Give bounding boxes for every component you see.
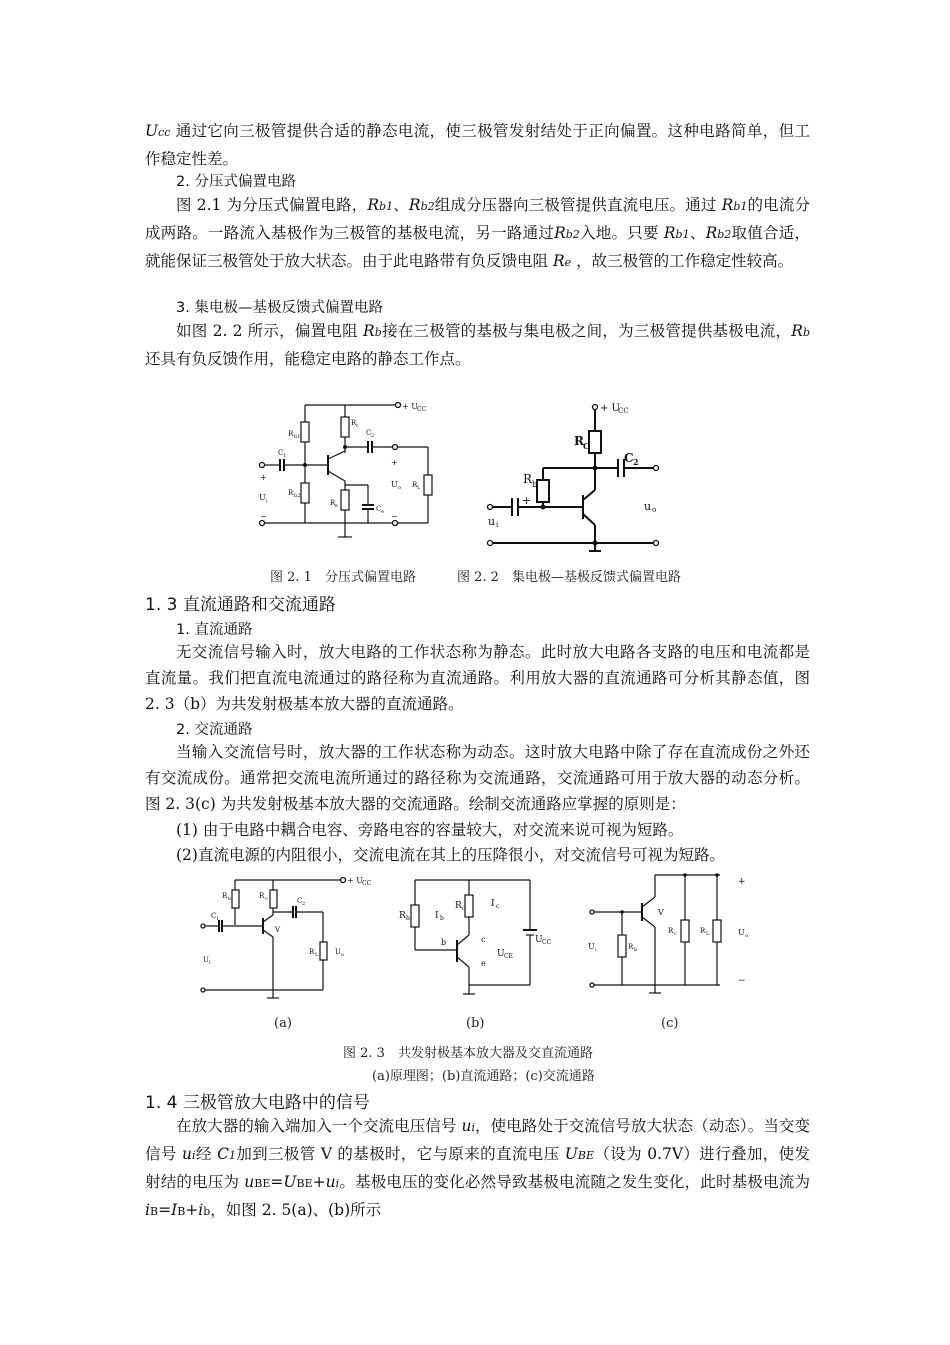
svg-text:c: c bbox=[356, 423, 359, 429]
svg-text:U: U bbox=[391, 480, 398, 489]
svg-text:CC: CC bbox=[618, 407, 629, 415]
svg-text:R: R bbox=[309, 948, 315, 956]
svg-text:o: o bbox=[341, 952, 345, 958]
figure-2-3b-label: (b) bbox=[466, 1016, 485, 1031]
svg-text:C: C bbox=[366, 429, 372, 437]
paragraph-dc-path: 无交流信号输入时，放大电路的工作状态称为静态。此时放大电路各支路的电压和电流都是直流量。我们把直流电流通过的路径称为直流通路。利用放大器的直流通路可分析其静态值，图 2. 3（b）为共发射极基本放大器的直流通路。 bbox=[145, 643, 810, 713]
section-1-3-title: 1. 3 直流通路和交流通路 bbox=[145, 595, 336, 615]
svg-text:i: i bbox=[496, 521, 499, 529]
svg-text:−: − bbox=[738, 976, 746, 986]
svg-text:I: I bbox=[491, 899, 495, 909]
svg-text:+: + bbox=[738, 877, 746, 887]
svg-text:C: C bbox=[278, 449, 284, 457]
ucc-symbol: U bbox=[145, 122, 159, 140]
svg-text:b: b bbox=[532, 480, 538, 489]
svg-text:R: R bbox=[399, 911, 406, 921]
svg-text:U: U bbox=[497, 949, 505, 959]
svg-text:+ U: + U bbox=[600, 403, 620, 414]
svg-text:e: e bbox=[381, 509, 384, 515]
svg-text:R: R bbox=[668, 927, 674, 935]
svg-text:2: 2 bbox=[302, 901, 306, 907]
figure-2-3c-ac-path bbox=[580, 865, 760, 1000]
svg-text:1: 1 bbox=[283, 453, 287, 459]
svg-text:u: u bbox=[644, 500, 652, 513]
svg-text:L: L bbox=[315, 952, 319, 958]
section-1-4-title: 1. 4 三极管放大电路中的信号 bbox=[145, 1093, 370, 1113]
svg-text:R: R bbox=[574, 434, 584, 448]
svg-text:V: V bbox=[275, 926, 281, 934]
svg-text:c: c bbox=[462, 905, 466, 912]
svg-text:1: 1 bbox=[216, 916, 220, 922]
heading-ac-path: 2. 交流通路 bbox=[176, 722, 253, 738]
svg-text:R: R bbox=[288, 430, 294, 438]
figure-2-3a-schematic bbox=[195, 870, 375, 1005]
svg-text:R: R bbox=[628, 943, 634, 951]
paragraph-feedback-bias: 如图 2. 2 所示，偏置电阻 Rb接在三极管的基极与集电极之间，为三极管提供基极电流，Rb还具有负反馈作用，能稳定电路的静态工作点。 bbox=[145, 322, 810, 368]
svg-text:CC: CC bbox=[417, 406, 427, 413]
svg-text:o: o bbox=[398, 485, 402, 491]
svg-text:+ U: + U bbox=[402, 402, 418, 411]
heading-voltage-divider-bias: 2. 分压式偏置电路 bbox=[176, 174, 296, 190]
svg-text:b: b bbox=[228, 896, 232, 902]
svg-text:R: R bbox=[259, 892, 265, 900]
svg-text:C: C bbox=[297, 897, 303, 905]
svg-text:+: + bbox=[522, 494, 532, 507]
figure-2-3b-dc-path bbox=[395, 870, 565, 1005]
svg-text:c: c bbox=[265, 896, 268, 902]
svg-text:−: − bbox=[260, 512, 267, 521]
svg-text:e: e bbox=[481, 959, 486, 968]
figure-2-2-feedback-bias-circuit bbox=[478, 395, 668, 555]
svg-text:R: R bbox=[455, 901, 462, 911]
svg-text:b: b bbox=[441, 938, 447, 947]
svg-text:CE: CE bbox=[504, 953, 513, 960]
svg-text:C: C bbox=[583, 441, 590, 451]
figure-2-2-caption: 图 2. 2 集电极—基极反馈式偏置电路 bbox=[457, 570, 681, 585]
rule-1: (1) 由于电路中耦合电容、旁路电容的容量较大，对交流来说可视为短路。 bbox=[176, 821, 684, 839]
paragraph-ac-path: 当输入交流信号时，放大器的工作状态称为动态。这时放大电路中除了存在直流成份之外还有交流成份。通常把交流电流所通过的路径称为交流通路，交流通路可用于放大器的动态分析。图 2. 3(c) 为共发射极基本放大器的交流通路。绘制交流通路应掌握的原则是： bbox=[145, 743, 810, 813]
svg-text:2: 2 bbox=[633, 457, 639, 467]
svg-text:i: i bbox=[209, 960, 211, 966]
svg-text:+: + bbox=[391, 458, 398, 467]
svg-text:c: c bbox=[496, 903, 500, 910]
svg-text:C: C bbox=[211, 912, 217, 920]
svg-text:R: R bbox=[330, 499, 336, 507]
figure-2-1-caption: 图 2. 1 分压式偏置电路 bbox=[270, 570, 416, 585]
svg-text:U: U bbox=[203, 956, 209, 964]
svg-text:L: L bbox=[417, 485, 421, 491]
svg-text:L: L bbox=[706, 931, 710, 937]
paragraph-signals: 在放大器的输入端加入一个交流电压信号 ui，使电路处于交流信号放大状态（动态）。当交变信号 ui经 C1加到三极管 V 的基极时，它与原来的直流电压 UBE（设为 0.7V）进行叠加，使发射结的电压为 uBE=UBE+ui。基极电压的变化必然导致基极电流随之发生变化，此时基极电流为 iB=IB+ib，如图 2. 5(a)、(b)所示 bbox=[145, 1117, 810, 1219]
svg-text:I: I bbox=[435, 911, 439, 921]
svg-text:CC: CC bbox=[542, 939, 552, 946]
figure-2-3c-label: (c) bbox=[661, 1016, 679, 1031]
svg-text:U: U bbox=[588, 942, 595, 951]
svg-text:R: R bbox=[222, 892, 228, 900]
svg-text:U: U bbox=[535, 935, 543, 945]
svg-text:2: 2 bbox=[371, 433, 375, 439]
svg-text:+ U: + U bbox=[347, 876, 363, 885]
heading-dc-path: 1. 直流通路 bbox=[176, 622, 253, 638]
svg-text:V: V bbox=[658, 908, 664, 917]
svg-text:R: R bbox=[351, 419, 357, 427]
svg-text:R: R bbox=[412, 481, 418, 489]
heading-collector-base-feedback: 3. 集电极—基极反馈式偏置电路 bbox=[176, 300, 383, 316]
svg-text:−: − bbox=[391, 512, 398, 521]
rule-2: (2)直流电源的内阻很小，交流电流在其上的压降很小，对交流信号可视为短路。 bbox=[176, 846, 725, 864]
svg-text:e: e bbox=[335, 503, 338, 509]
svg-text:+: + bbox=[260, 473, 267, 482]
svg-text:o: o bbox=[745, 933, 749, 939]
svg-text:U: U bbox=[259, 493, 266, 502]
svg-text:R: R bbox=[700, 927, 706, 935]
figure-2-3-caption: 图 2. 3 共发射极基本放大器及交直流通路 bbox=[343, 1046, 593, 1061]
svg-text:b2: b2 bbox=[294, 493, 301, 499]
svg-text:b: b bbox=[406, 915, 410, 922]
svg-text:b: b bbox=[440, 915, 444, 922]
svg-text:b1: b1 bbox=[294, 434, 301, 440]
svg-text:c: c bbox=[481, 935, 486, 944]
figure-2-3a-label: (a) bbox=[274, 1016, 292, 1031]
svg-text:C: C bbox=[376, 505, 382, 513]
svg-text:R: R bbox=[288, 489, 294, 497]
svg-text:o: o bbox=[652, 506, 657, 514]
svg-text:c: c bbox=[674, 931, 677, 937]
figure-2-1-voltage-divider-circuit bbox=[250, 395, 450, 545]
svg-text:i: i bbox=[595, 947, 597, 953]
svg-text:U: U bbox=[738, 928, 745, 937]
paragraph-ucc: Ucc 通过它向三极管提供合适的静态电流，使三极管发射结处于正向偏置。这种电路简单，但工作稳定性差。 bbox=[145, 122, 810, 168]
figure-2-3-subcaption: (a)原理图；(b)直流通路；(c)交流通路 bbox=[372, 1069, 595, 1084]
svg-text:i: i bbox=[266, 498, 268, 504]
svg-text:C: C bbox=[624, 451, 634, 465]
svg-text:R: R bbox=[523, 472, 533, 486]
svg-text:CC: CC bbox=[362, 880, 372, 887]
svg-text:u: u bbox=[488, 515, 496, 528]
svg-text:b: b bbox=[634, 947, 638, 953]
svg-text:U: U bbox=[335, 948, 341, 956]
paragraph-voltage-divider: 图 2.1 为分压式偏置电路，Rb1、Rb2组成分压器向三极管提供直流电压。通过 Rb1的电流分成两路。一路流入基极作为三极管的基极电流，另一路通过Rb2入地。只要 Rb1、Rb2取值合适，就能保证三极管处于放大状态。由于此电路带有负反馈电阻 Re ，故三极管的工作稳定性较高。 bbox=[145, 196, 810, 270]
